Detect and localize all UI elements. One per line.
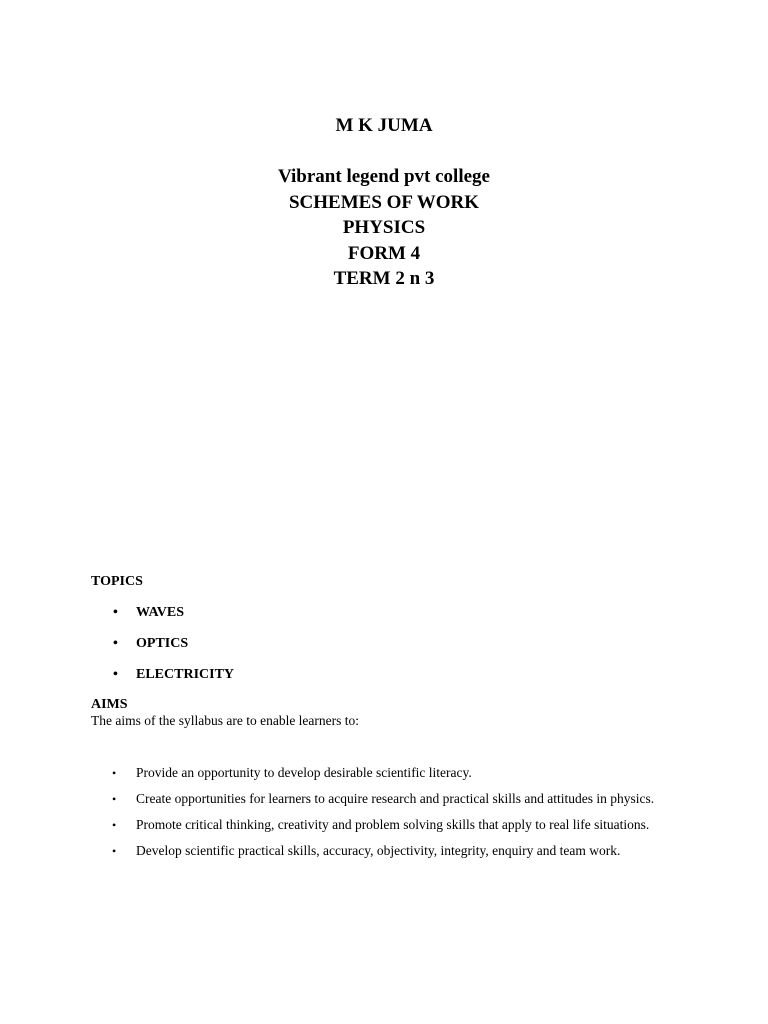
- list-item: [91, 603, 731, 634]
- bullet-icon: •: [113, 605, 118, 620]
- aim-text: Provide an opportunity to develop desirable scientific literacy.: [136, 765, 472, 780]
- topics-list: [91, 603, 731, 696]
- bullet-icon: •: [112, 844, 117, 858]
- aim-text: Create opportunities for learners to acquire research and practical skills and attitudes in physics.: [136, 791, 655, 806]
- term-label: TERM 2 n 3: [333, 268, 435, 290]
- topics-heading: TOPICS: [91, 574, 143, 589]
- topics-section: [91, 572, 731, 696]
- aims-intro: The aims of the syllabus are to enable learners to:: [91, 713, 360, 728]
- topic-label: OPTICS: [136, 636, 189, 651]
- bullet-icon: •: [112, 792, 117, 806]
- bullet-icon: •: [113, 667, 118, 682]
- list-item: [91, 665, 731, 696]
- list-item: [91, 791, 731, 817]
- list-item: [91, 634, 731, 665]
- topic-label: ELECTRICITY: [136, 667, 235, 682]
- aims-heading: AIMS: [91, 697, 128, 712]
- list-item: [91, 843, 731, 869]
- author-name: M K JUMA: [335, 115, 433, 136]
- document-type: SCHEMES OF WORK: [288, 191, 480, 213]
- aims-list: [91, 765, 731, 869]
- aims-section: [91, 697, 731, 858]
- topic-label: WAVES: [136, 605, 184, 620]
- list-item: [91, 765, 731, 791]
- form-level: FORM 4: [347, 242, 421, 264]
- bullet-icon: •: [112, 766, 117, 780]
- bullet-icon: •: [112, 818, 117, 832]
- list-item: [91, 817, 731, 843]
- aim-text: Promote critical thinking, creativity and problem solving skills that apply to real life situations.: [136, 817, 650, 832]
- college-name: Vibrant legend pvt college: [278, 166, 490, 187]
- aim-text: Develop scientific practical skills, accuracy, objectivity, integrity, enquiry and team work.: [136, 843, 621, 858]
- title-block: [0, 164, 768, 292]
- bullet-icon: •: [113, 636, 118, 651]
- subject-name: PHYSICS: [342, 217, 426, 239]
